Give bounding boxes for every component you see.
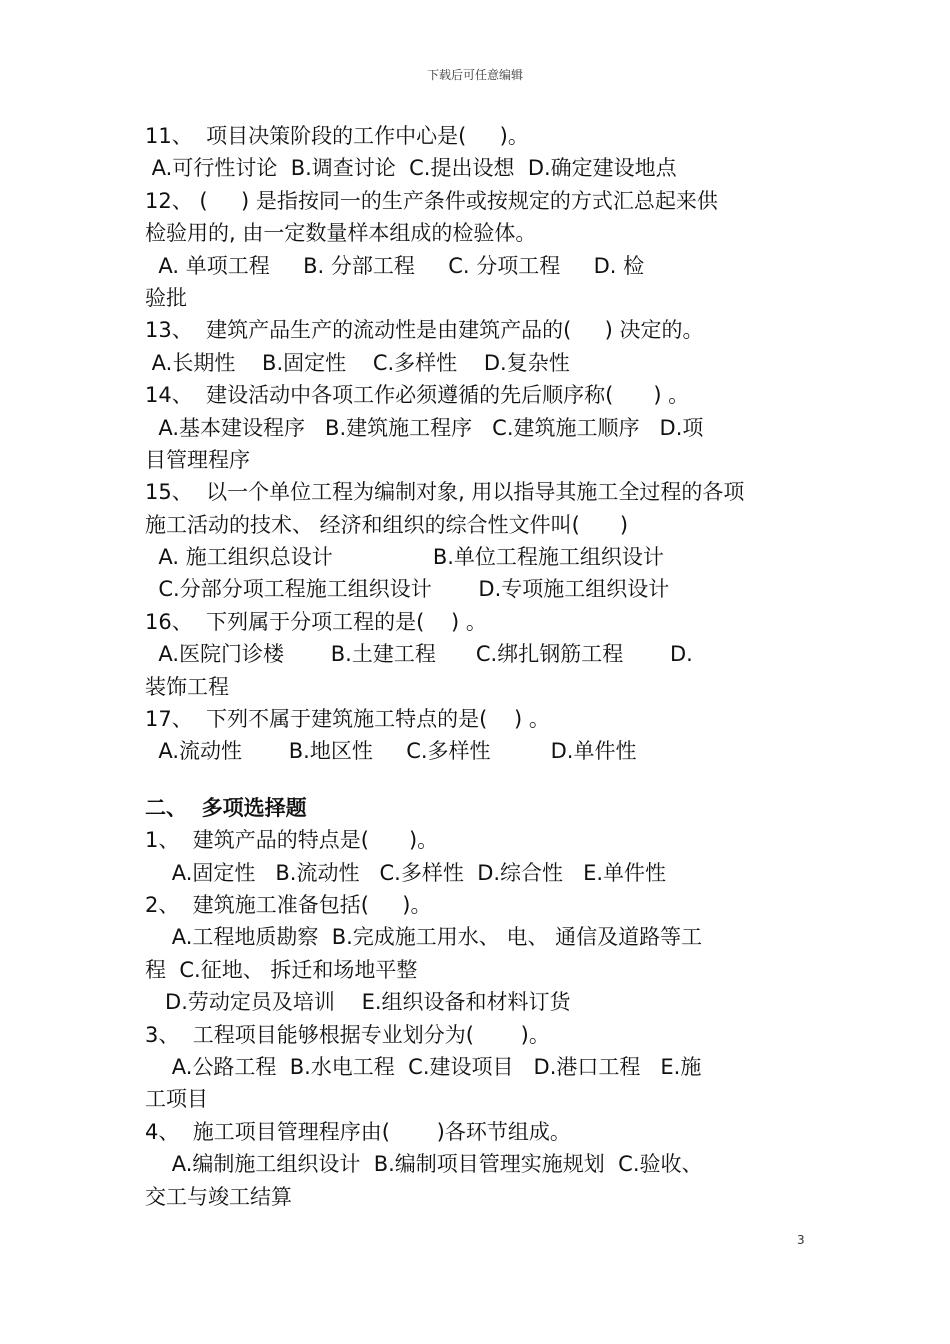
- option-line: A.可行性讨论 B.调查讨论 C.提出设想 D.确定建设地点: [145, 156, 677, 181]
- page-number: 3: [797, 1233, 805, 1247]
- option-line: A.工程地质勘察 B.完成施工用水、 电、 通信及道路等工: [145, 925, 703, 950]
- document-body: [145, 120, 810, 1213]
- option-line: C.分部分项工程施工组织设计 D.专项施工组织设计: [145, 577, 670, 602]
- question-line: 15、 以一个单位工程为编制对象, 用以指导其施工全过程的各项: [145, 480, 745, 505]
- option-line: A.公路工程 B.水电工程 C.建设项目 D.港口工程 E.施: [145, 1054, 702, 1079]
- option-line: 目管理程序: [145, 447, 250, 472]
- page-header: 下载后可任意编辑: [426, 68, 523, 82]
- option-line: A.流动性 B.地区性 C.多样性 D.单件性: [145, 739, 637, 764]
- option-line: A.固定性 B.流动性 C.多样性 D.综合性 E.单件性: [145, 860, 667, 885]
- question-line: 2、 建筑施工准备包括( )。: [145, 892, 432, 917]
- question-line: 4、 施工项目管理程序由( )各环节组成。: [145, 1119, 571, 1144]
- question-line: 16、 下列属于分项工程的是( ) 。: [145, 609, 487, 634]
- option-line: A.长期性 B.固定性 C.多样性 D.复杂性: [145, 350, 570, 375]
- question-line: 检验用的, 由一定数量样本组成的检验体。: [145, 221, 537, 246]
- option-line: A. 单项工程 B. 分部工程 C. 分项工程 D. 检: [145, 253, 645, 278]
- question-line: 12、 ( ) 是指按同一的生产条件或按规定的方式汇总起来供: [145, 188, 718, 213]
- option-line: 工项目: [145, 1087, 208, 1112]
- option-line: 程 C.征地、 拆迁和场地平整: [145, 957, 418, 982]
- question-line: 14、 建设活动中各项工作必须遵循的先后顺序称( ) 。: [145, 383, 690, 408]
- question-line: 11、 项目决策阶段的工作中心是( )。: [145, 124, 529, 148]
- option-line: D.劳动定员及培训 E.组织设备和材料订货: [145, 990, 571, 1015]
- question-line: 施工活动的技术、 经济和组织的综合性文件叫( ): [145, 512, 629, 537]
- section-heading: 二、 多项选择题: [145, 795, 307, 820]
- question-line: 3、 工程项目能够根据专业划分为( )。: [145, 1022, 550, 1047]
- option-line: A.医院门诊楼 B.土建工程 C.绑扎钢筋工程 D.: [145, 642, 693, 667]
- option-line: A.基本建设程序 B.建筑施工程序 C.建筑施工顺序 D.项: [145, 415, 704, 440]
- option-line: 验批: [145, 285, 187, 310]
- question-line: 1、 建筑产品的特点是( )。: [145, 828, 439, 853]
- blank-line: [145, 768, 810, 792]
- option-line: 装饰工程: [145, 674, 229, 699]
- question-line: 17、 下列不属于建筑施工特点的是( ) 。: [145, 707, 550, 732]
- option-line: A. 施工组织总设计 B.单位工程施工组织设计: [145, 545, 664, 570]
- question-line: 13、 建筑产品生产的流动性是由建筑产品的( ) 决定的。: [145, 318, 704, 343]
- option-line: 交工与竣工结算: [145, 1184, 292, 1209]
- option-line: A.编制施工组织设计 B.编制项目管理实施规划 C.验收、: [145, 1152, 703, 1177]
